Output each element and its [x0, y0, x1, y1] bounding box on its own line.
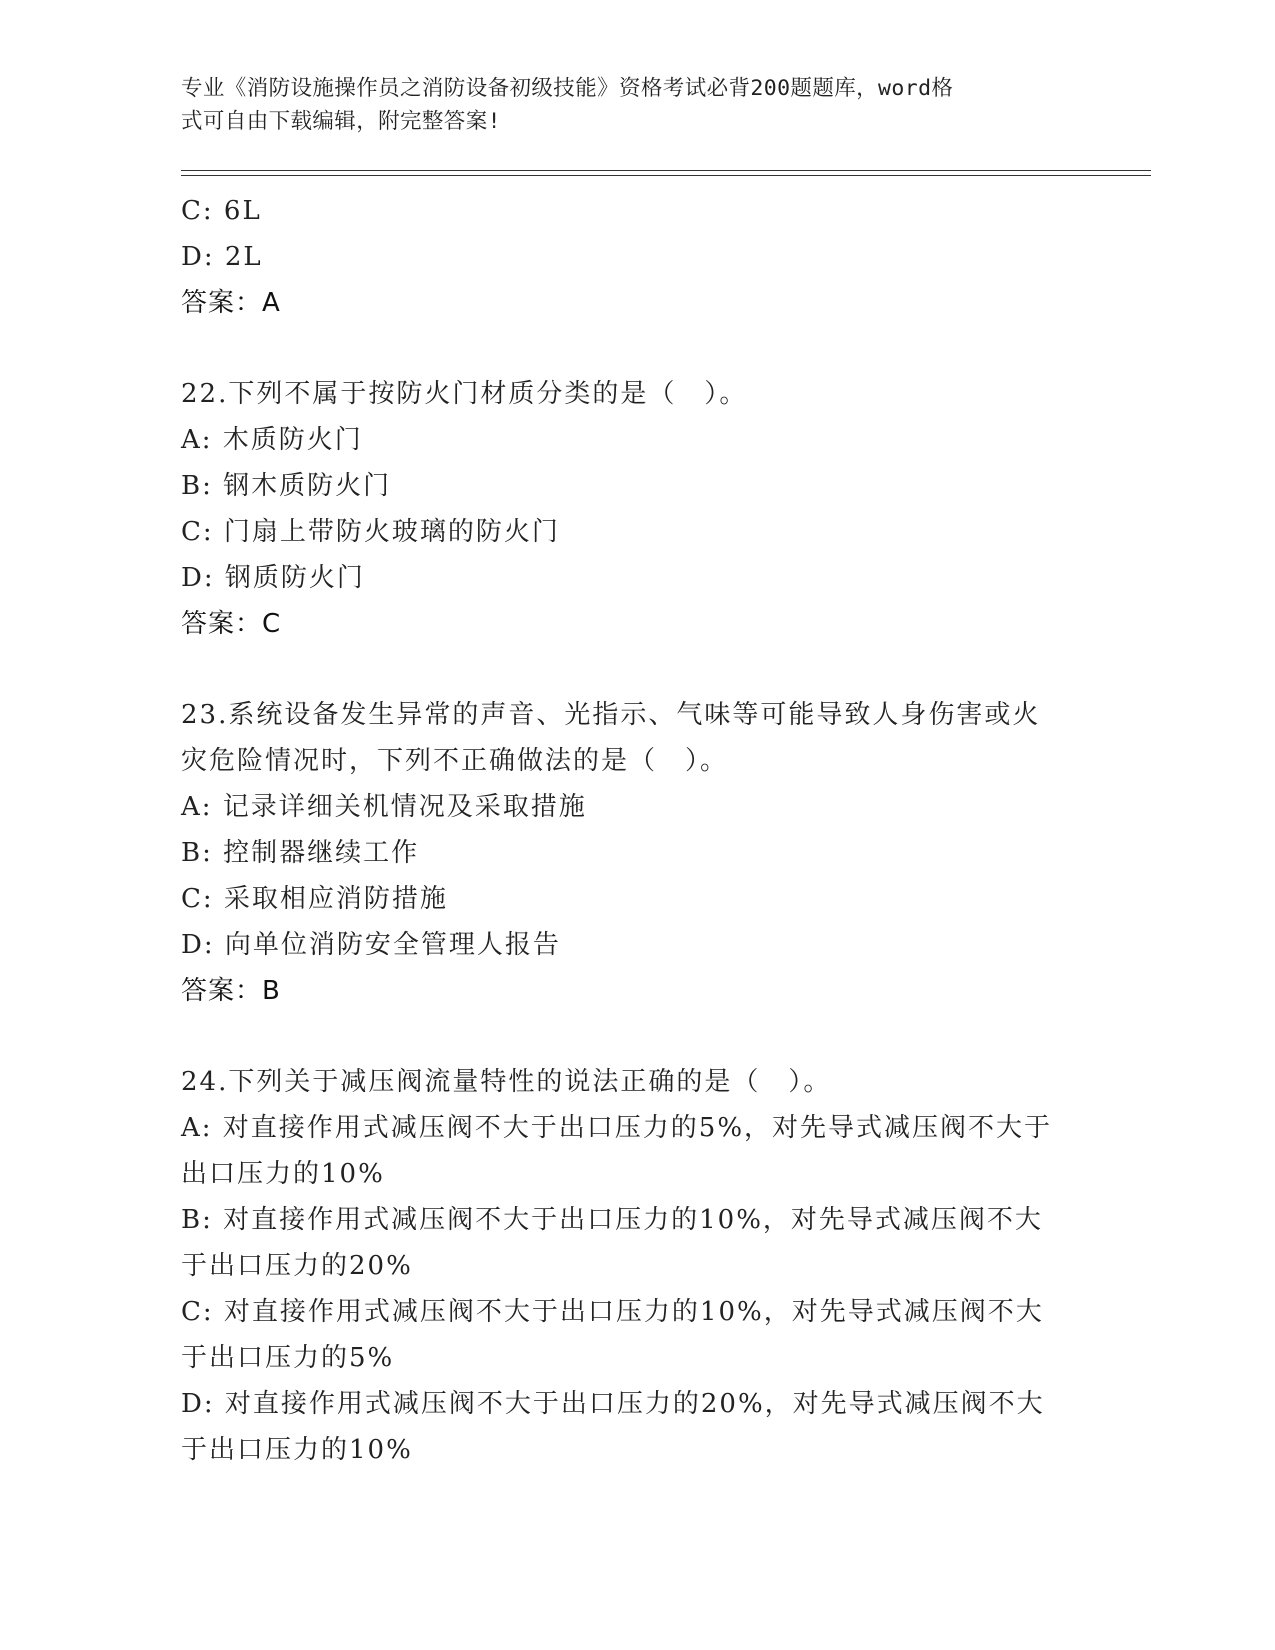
header-rule-bottom [181, 175, 1151, 176]
option-b-line-2: 于出口压力的20% [181, 1251, 413, 1281]
question-23 [181, 692, 1081, 1014]
question-stem-line-2: 灾危险情况时，下列不正确做法的是（ ）。 [181, 746, 729, 776]
option-a-line-1: A: 对直接作用式减压阀不大于出口压力的5%，对先导式减压阀不大于 [181, 1113, 1053, 1143]
answer-line: 答案：B [181, 976, 281, 1006]
option-b: B: 钢木质防火门 [181, 471, 392, 501]
question-24 [181, 1059, 1081, 1473]
option-d-line-1: D: 对直接作用式减压阀不大于出口压力的20%，对先导式减压阀不大 [181, 1389, 1045, 1419]
header-rule-top [181, 170, 1151, 171]
question-list [181, 188, 1081, 1473]
option-b: B: 控制器继续工作 [181, 838, 420, 868]
previous-question-tail [181, 188, 1081, 326]
option-c: C: 采取相应消防措施 [181, 884, 448, 914]
option-d: D: 向单位消防安全管理人报告 [181, 930, 561, 960]
question-stem: 22.下列不属于按防火门材质分类的是（ ）。 [181, 379, 748, 409]
option-c: C: 6L [181, 196, 262, 226]
option-d: D: 2L [181, 242, 263, 272]
option-c-line-2: 于出口压力的5% [181, 1343, 395, 1373]
question-stem: 24.下列关于减压阀流量特性的说法正确的是（ ）。 [181, 1067, 832, 1097]
option-a: A: 记录详细关机情况及采取措施 [181, 792, 587, 822]
option-a-line-2: 出口压力的10% [181, 1159, 385, 1189]
question-22 [181, 371, 1081, 647]
option-a: A: 木质防火门 [181, 425, 363, 455]
document-header [181, 72, 1061, 138]
option-d-line-2: 于出口压力的10% [181, 1435, 413, 1465]
answer-line: 答案：C [181, 609, 282, 639]
question-stem-line-1: 23.系统设备发生异常的声音、光指示、气味等可能导致人身伤害或火 [181, 700, 1041, 730]
option-b-line-1: B: 对直接作用式减压阀不大于出口压力的10%，对先导式减压阀不大 [181, 1205, 1043, 1235]
header-line-2: 式可自由下载编辑，附完整答案! [181, 109, 501, 134]
option-c: C: 门扇上带防火玻璃的防火门 [181, 517, 560, 547]
option-d: D: 钢质防火门 [181, 563, 365, 593]
header-line-1: 专业《消防设施操作员之消防设备初级技能》资格考试必背200题题库，word格 [181, 76, 954, 101]
option-c-line-1: C: 对直接作用式减压阀不大于出口压力的10%，对先导式减压阀不大 [181, 1297, 1044, 1327]
answer-line: 答案：A [181, 288, 281, 318]
